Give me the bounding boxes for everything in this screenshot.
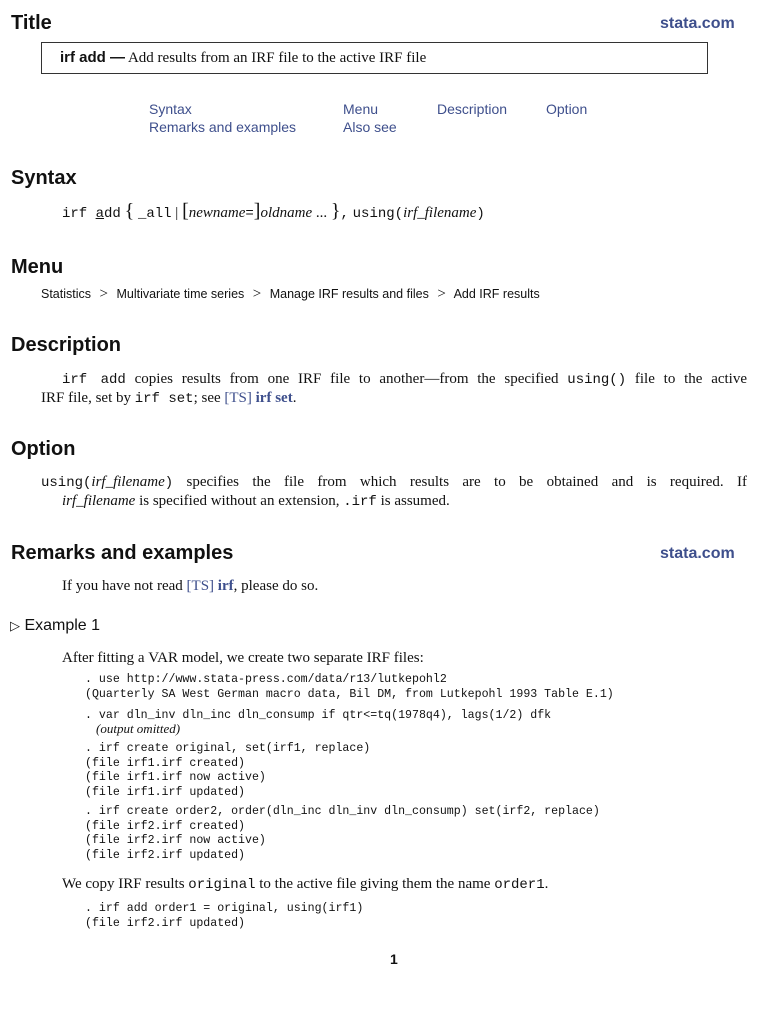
code-block-use: . use http://www.stata-press.com/data/r13/lutkepohl2 (Quarterly SA West German macro data, Bil DM, from Lutkepohl 1993 Table E.1) [85, 673, 614, 701]
syntax-cmd-abbrev: a [95, 206, 105, 222]
option-line-2 [41, 492, 747, 511]
syntax-oldname: oldname [260, 205, 313, 221]
description-heading: Description [11, 334, 122, 356]
title-command: irf add — [60, 49, 126, 66]
syntax-bar: | [175, 205, 179, 221]
desc-text: . [292, 390, 297, 406]
syntax-cmd: irf [62, 206, 96, 222]
example-text: After fitting a [62, 650, 149, 666]
menu-item-add: Add IRF results [453, 287, 540, 301]
copy-paragraph [62, 875, 548, 894]
syntax-lbrace: { [124, 200, 135, 222]
desc-irf: IRF [298, 371, 322, 387]
syntax-line [62, 200, 485, 223]
copy-text: We copy [62, 876, 119, 892]
option-line-1 [41, 473, 747, 492]
example-title: Example 1 [24, 617, 101, 634]
toc-menu-link[interactable]: Menu [343, 101, 379, 117]
remarks-text: If you have not read [62, 578, 187, 594]
toc-syntax-link[interactable]: Syntax [149, 101, 192, 117]
remarks-ts-link[interactable]: [TS] [186, 578, 215, 594]
syntax-using-arg: irf_filename [403, 205, 477, 221]
stata-link[interactable]: stata.com [660, 15, 735, 32]
toc-remarks-link[interactable]: Remarks and examples [149, 119, 297, 135]
desc-using: using() [567, 372, 627, 388]
example-header [10, 617, 100, 635]
page-heading: Title [11, 12, 52, 34]
description-paragraph [41, 370, 747, 408]
output-omitted: (output omitted) [96, 721, 181, 736]
option-ext: .irf [343, 494, 377, 510]
desc-ts-link[interactable]: [TS] [224, 390, 252, 406]
syntax-dots: ... [315, 205, 328, 221]
title-box [41, 42, 708, 74]
desc-text: file to another—from the specified [321, 371, 568, 387]
desc-text: file, set by [64, 390, 135, 406]
desc-irf-set: irf set [134, 391, 194, 407]
example-lead [62, 649, 424, 667]
example-text: files: [390, 650, 424, 666]
copy-text: results [141, 876, 189, 892]
menu-heading: Menu [11, 256, 64, 278]
desc-text: copies results from one [125, 371, 299, 387]
page-number: 1 [390, 951, 398, 967]
option-arg: irf_filename [91, 474, 165, 490]
description-line-2 [41, 389, 747, 408]
syntax-rbrace: } [330, 200, 341, 222]
option-text: specifies the file from which results are to be obtained and is required. If [173, 474, 747, 490]
description-line-1 [41, 370, 747, 389]
menu-path [41, 286, 540, 303]
option-close: ) [164, 475, 174, 491]
toc-also-see-link[interactable]: Also see [343, 119, 397, 135]
desc-irf-set-link[interactable]: irf set [255, 390, 293, 406]
remarks-text: , please do so. [233, 578, 319, 594]
syntax-heading: Syntax [11, 167, 77, 189]
menu-separator: > [252, 286, 262, 302]
menu-item-manage: Manage IRF results and files [269, 287, 429, 301]
desc-text: ; see [193, 390, 225, 406]
desc-text: file to the active [626, 371, 747, 387]
toc-option-link[interactable]: Option [546, 101, 588, 117]
syntax-all: _all [137, 206, 172, 222]
syntax-rbracket: ] [253, 200, 261, 222]
option-text: is assumed. [376, 493, 450, 509]
menu-item-multivariate: Multivariate time series [116, 287, 245, 301]
menu-separator: > [99, 286, 108, 302]
code-block-irf1: . irf create original, set(irf1, replace) (file irf1.irf created) (file irf1.irf now active) (file irf1.irf updated) [85, 742, 371, 799]
copy-order1: order1 [494, 877, 545, 893]
desc-cmd: irf add [62, 372, 126, 388]
option-arg: irf_filename [62, 493, 136, 509]
code-block-irf2: . irf create order2, order(dln_inc dln_inv dln_consump) set(irf2, replace) (file irf2.irf created) (file irf2.irf now active) (file irf2.irf updated) [85, 805, 600, 862]
desc-irf: IRF [41, 390, 65, 406]
copy-original: original [188, 877, 256, 893]
syntax-comma: , [340, 206, 349, 222]
menu-item-statistics: Statistics [41, 287, 92, 301]
remarks-intro [62, 577, 318, 595]
example-var: VAR [148, 650, 178, 666]
syntax-using: using( [352, 206, 404, 222]
title-summary: Add results from an IRF file to the active IRF file [127, 50, 427, 66]
option-paragraph [41, 473, 747, 511]
remarks-irf-link[interactable]: irf [217, 578, 234, 594]
triangle-icon: ▷ [10, 618, 20, 633]
example-irf: IRF [366, 650, 390, 666]
syntax-eq: = [245, 206, 254, 222]
copy-irf: IRF [118, 876, 142, 892]
option-text: is specified without an extension, [135, 493, 344, 509]
option-heading: Option [11, 438, 76, 460]
code-block-var: . var dln_inv dln_inc dln_consump if qtr<=tq(1978q4), lags(1/2) dfk [85, 709, 552, 722]
example-text: model, we create two separate [177, 650, 367, 666]
menu-separator: > [437, 286, 446, 302]
toc-description-link[interactable]: Description [437, 101, 508, 117]
syntax-cmd-rest: dd [104, 206, 121, 222]
copy-text: . [544, 876, 549, 892]
remarks-heading: Remarks and examples [11, 542, 234, 564]
syntax-newname: newname [188, 205, 246, 221]
copy-text: to the active file giving them the name [255, 876, 495, 892]
syntax-close: ) [476, 206, 485, 222]
option-using: using( [41, 475, 92, 491]
code-block-add: . irf add order1 = original, using(irf1) (file irf2.irf updated) [85, 902, 364, 930]
syntax-lbracket: [ [182, 200, 189, 222]
remarks-stata-link[interactable]: stata.com [660, 545, 735, 562]
